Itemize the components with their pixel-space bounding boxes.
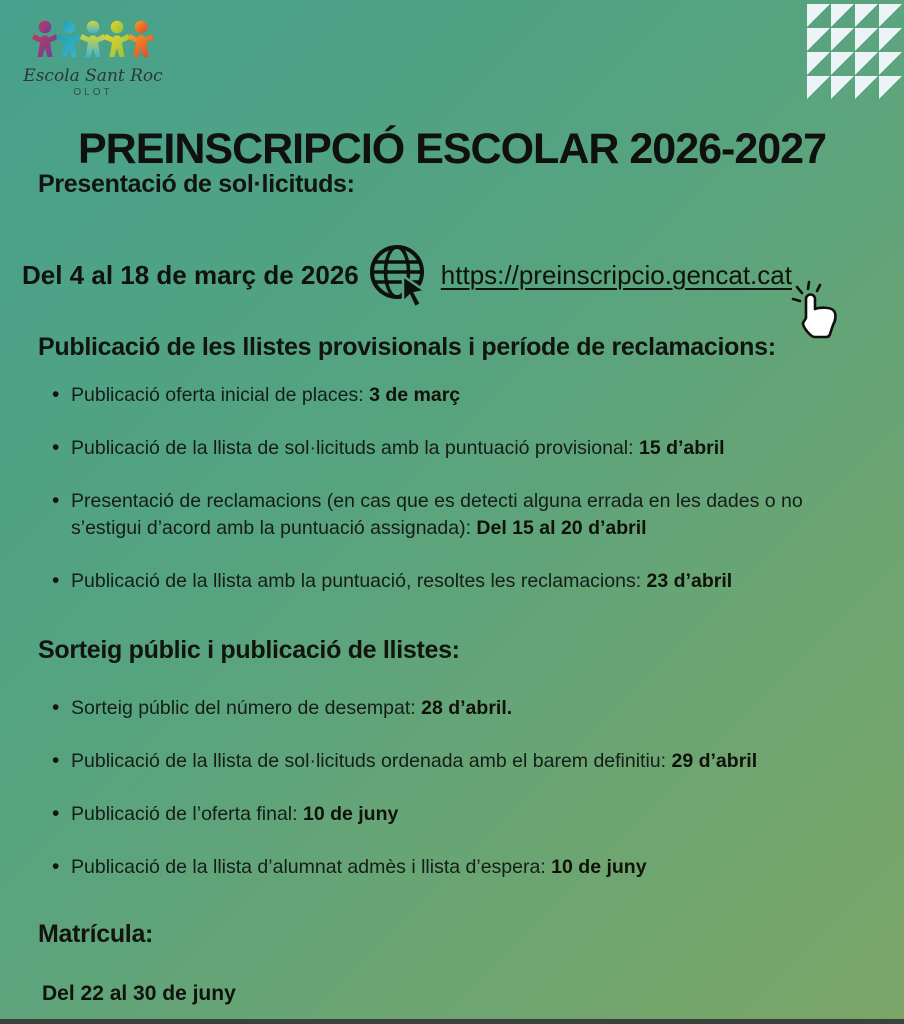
heading-presentacio: Presentació de sol·licituds: [38,170,355,198]
list-item-date: 23 d’abril [646,569,733,592]
heading-matricula: Matrícula: [38,920,154,948]
list-llistes-provisionals [50,382,862,621]
school-city: OLOT [73,87,113,98]
triangle-pattern [807,4,902,99]
list-item [50,382,862,409]
list-item-text: Publicació de la llista d’alumnat admès i llista d’espera: [71,855,552,878]
list-item [50,435,862,462]
list-item [50,695,862,722]
school-logo [18,18,168,98]
list-item-date: 29 d’abril [671,749,758,772]
list-item-date: 28 d’abril. [421,697,513,719]
list-item-text: Publicació de la llista de sol·licituds ordenada amb el barem definitiu: [71,749,672,772]
list-item [50,748,862,775]
list-item-text: Publicació de la llista de sol·licituds amb la puntuació provisional: [71,436,639,459]
list-item [50,568,862,595]
list-item-date: 10 de juny [302,802,399,825]
list-item-text: Sorteig públic del número de desempat: [71,697,422,719]
list-item-text: Publicació oferta inicial de places: [71,384,370,406]
presentation-date-range: Del 4 al 18 de març de 2026 [22,259,359,290]
list-item [50,801,862,828]
list-item [50,854,862,881]
school-name: Escola Sant Roc [23,66,163,86]
presentation-date-row [22,238,792,312]
matricula-date-range: Del 22 al 30 de juny [42,982,236,1005]
list-item-text: Publicació de l’oferta final: [71,802,303,825]
heading-llistes-provisionals: Publicació de les llistes provisionals i període de reclamacions: [38,333,776,361]
list-item-date: Del 15 al 20 d’abril [476,516,647,539]
list-sorteig [50,695,862,907]
list-item-date: 15 d’abril [638,436,725,459]
list-item-date: 3 de març [369,384,461,406]
paper-dolls-icon [29,18,157,60]
bottom-border [0,1019,904,1024]
preinscripcio-link[interactable]: https://preinscripcio.gencat.cat [440,259,792,290]
list-item [50,488,862,542]
click-hand-icon [784,278,846,346]
heading-sorteig: Sorteig públic i publicació de llistes: [38,636,460,664]
list-item-date: 10 de juny [551,855,647,878]
list-item-text: Publicació de la llista amb la puntuació, resoltes les reclamacions: [71,569,647,592]
globe-cursor-icon [365,238,435,312]
list-item-text: Presentació de reclamacions (en cas que es detecti alguna errada en les dades o no s’estigui d’acord amb la puntuació assignada): [71,489,803,539]
page-title: PREINSCRIPCIÓ ESCOLAR 2026-2027 [77,124,827,173]
